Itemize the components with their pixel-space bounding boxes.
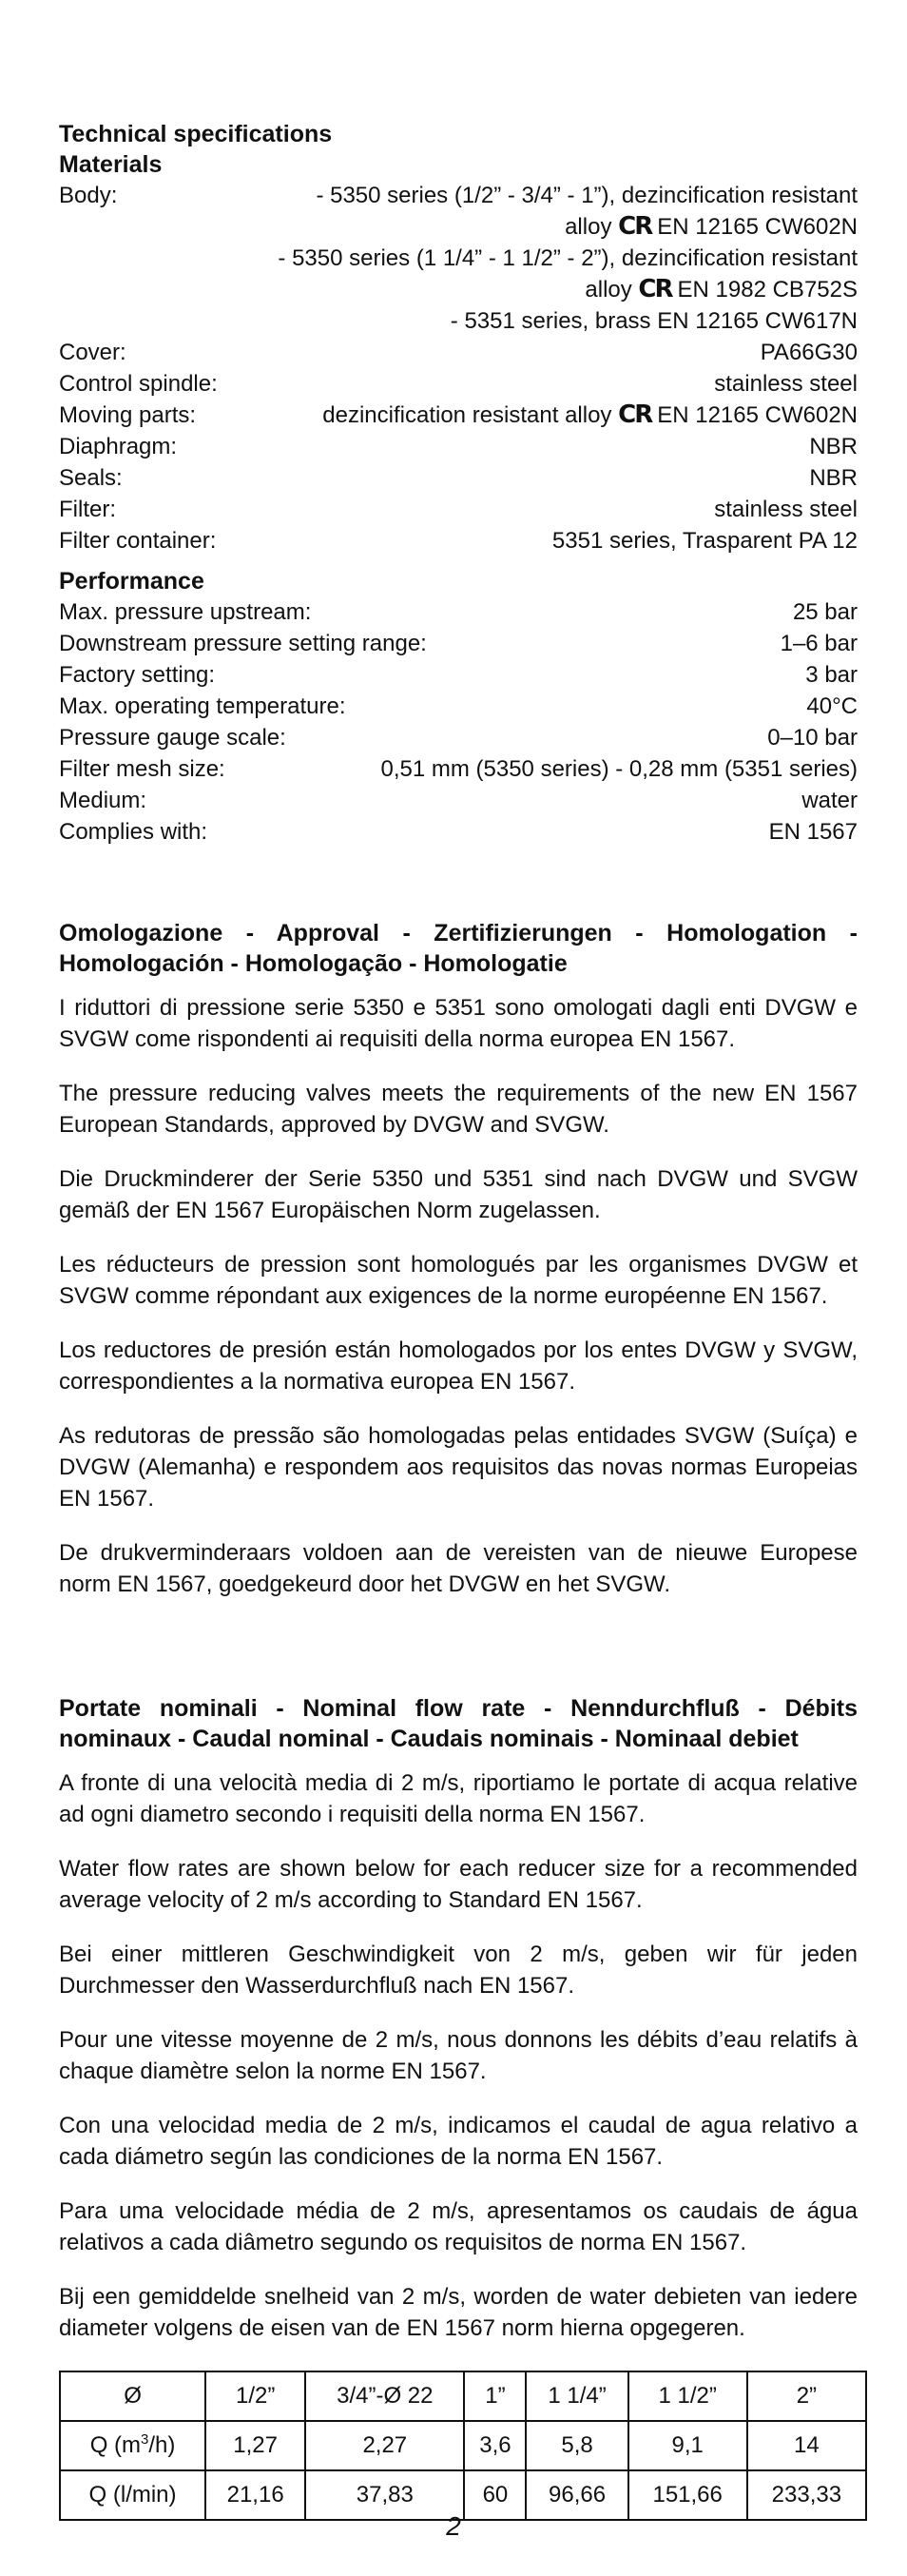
table-row <box>60 2421 866 2470</box>
flow-paragraph: A fronte di una velocità media di 2 m/s, riportiamo le portate di acqua relative ad ogni diametro secondo i requisiti della norma EN 1567. <box>59 1770 858 1827</box>
table-header-cell: 3/4”-Ø 22 <box>305 2371 464 2421</box>
cr-mark-icon: CR <box>618 400 652 429</box>
spec-row-seals <box>59 462 858 494</box>
flow-paragraph: Pour une vitesse moyenne de 2 m/s, nous donnons les débits d’eau relatifs à chaque diamètre selon la norme EN 1567. <box>59 2027 858 2084</box>
spec-value: 0–10 bar <box>767 725 858 751</box>
table-row-label: Q $(m^3/h)$ <box>60 2421 205 2470</box>
approval-paragraph: As redutoras de pressão são homologadas pelas entidades SVGW (Suíça) e DVGW (Alemanha) e respondem aos requisitos das novas normas Europeias EN 1567. <box>59 1423 858 1512</box>
table-cell: 2,27 <box>305 2421 464 2470</box>
heading-materials: Materials <box>59 151 163 178</box>
approval-paragraph: Die Druckminderer der Serie 5350 und 5351 sind nach DVGW und SVGW gemäß der EN 1567 Europäischen Norm zugelassen. <box>59 1166 858 1223</box>
spec-row-body-cont <box>59 243 858 274</box>
flow-paragraph: Con una velocidad media de 2 m/s, indicamos el caudal de agua relativo a cada diámetro según las condiciones de la norma EN 1567. <box>59 2113 858 2170</box>
perf-row <box>59 753 858 785</box>
spec-value: stainless steel <box>714 497 858 522</box>
spec-value: 1–6 bar <box>780 631 858 656</box>
flow-paragraph: Bei einer mittleren Geschwindigkeit von 2 m/s, geben wir für jeden Durchmesser den Wasserdurchfluß nach EN 1567. <box>59 1942 858 1999</box>
spec-label: Moving parts: <box>59 402 197 428</box>
spec-label: Max. pressure upstream: <box>59 599 312 625</box>
perf-row <box>59 691 858 722</box>
spec-label: Seals: <box>59 465 123 491</box>
spec-value: alloy CR EN 12165 CW602N <box>565 212 858 241</box>
table-cell: 96,66 <box>526 2470 627 2520</box>
spec-row-body-cont <box>59 274 858 305</box>
table-header-cell: 1 1/4” <box>526 2371 627 2421</box>
table-header-cell: 2” <box>747 2371 866 2421</box>
table-cell: 21,16 <box>205 2470 305 2520</box>
spec-label: Medium: <box>59 788 147 813</box>
spec-value: 3 bar <box>805 662 858 688</box>
spec-label: Max. operating temperature: <box>59 693 346 719</box>
spec-label: Cover: <box>59 340 126 365</box>
spec-row-cover <box>59 337 858 368</box>
perf-row <box>59 596 858 628</box>
table-cell: 9,1 <box>628 2421 747 2470</box>
spec-value: - 5351 series, brass EN 12165 CW617N <box>450 308 858 334</box>
spec-value: NBR <box>809 465 858 491</box>
spec-value: stainless steel <box>714 371 858 397</box>
table-cell: 233,33 <box>747 2470 866 2520</box>
spec-value: alloy CR EN 1982 CB752S <box>585 275 858 303</box>
section-title-technical-specifications: Technical specifications <box>59 121 333 147</box>
spec-label: Body: <box>59 183 118 208</box>
spec-row-filter <box>59 494 858 525</box>
approval-paragraph: De drukverminderaars voldoen aan de vereisten van de nieuwe Europese norm EN 1567, goedgekeurd door het DVGW en het SVGW. <box>59 1540 858 1597</box>
spec-value: 40°C <box>806 693 858 719</box>
table-cell: 60 <box>464 2470 526 2520</box>
spec-value: PA66G30 <box>760 340 858 365</box>
spec-value: 25 bar <box>792 599 858 625</box>
flow-paragraph: Water flow rates are shown below for each reducer size for a recommended average velocity of 2 m/s according to Standard EN 1567. <box>59 1856 858 1913</box>
spec-row-diaphragm <box>59 431 858 462</box>
table-header-cell: 1” <box>464 2371 526 2421</box>
table-header-cell: Ø <box>60 2371 205 2421</box>
spec-label: Diaphragm: <box>59 434 178 459</box>
spec-label: Factory setting: <box>59 662 216 688</box>
spec-row-filter-container <box>59 525 858 556</box>
document-page <box>59 119 858 2521</box>
perf-row <box>59 722 858 753</box>
spec-row-body <box>59 180 858 211</box>
spec-value: dezincification resistant alloy CR EN 12165 CW602N <box>322 400 858 429</box>
spec-value: 5351 series, Trasparent PA 12 <box>551 528 858 554</box>
table-cell: 37,83 <box>305 2470 464 2520</box>
perf-row <box>59 785 858 816</box>
table-cell: 14 <box>747 2421 866 2470</box>
table-header-cell: 1 1/2” <box>628 2371 747 2421</box>
approval-paragraph: The pressure reducing valves meets the requirements of the new EN 1567 European Standards, approved by DVGW and SVGW. <box>59 1081 858 1138</box>
spec-value: - 5350 series (1 1/4” - 1 1/2” - 2”), dezincification resistant <box>278 245 858 271</box>
section-title-approval: Omologazione - Approval - Zertifizierungen - Homologation - Homologación - Homologação - Homologatie <box>59 920 858 977</box>
spec-row-body-cont <box>59 211 858 243</box>
page-number: 2 <box>446 2511 461 2541</box>
cr-mark-icon: CR <box>638 275 672 303</box>
perf-row <box>59 816 858 848</box>
spec-label: Filter mesh size: <box>59 756 225 782</box>
spec-label: Pressure gauge scale: <box>59 725 286 751</box>
table-cell: 1,27 <box>205 2421 305 2470</box>
spec-label: Control spindle: <box>59 371 218 397</box>
flow-paragraph: Bij een gemiddelde snelheid van 2 m/s, worden de water debieten van iedere diameter volgens de eisen van de EN 1567 norm hierna opgegeren. <box>59 2284 858 2341</box>
flow-rate-table <box>59 2371 867 2521</box>
spec-row-control-spindle <box>59 368 858 400</box>
approval-paragraph: Les réducteurs de pression sont homologués par les organismes DVGW et SVGW comme répondant aux exigences de la norme européenne EN 1567. <box>59 1252 858 1309</box>
table-cell: 3,6 <box>464 2421 526 2470</box>
spec-label: Downstream pressure setting range: <box>59 631 427 656</box>
table-header-cell: 1/2” <box>205 2371 305 2421</box>
spec-value: water <box>801 788 858 813</box>
spec-value: NBR <box>809 434 858 459</box>
spec-label: Complies with: <box>59 819 208 845</box>
table-cell: 5,8 <box>526 2421 627 2470</box>
cr-mark-icon: CR <box>618 212 652 241</box>
section-title-flow-rate: Portate nominali - Nominal flow rate - Nenndurchfluß - Débits nominaux - Caudal nominal - Caudais nominais - Nominaal debiet <box>59 1695 858 1752</box>
spec-row-body-cont <box>59 305 858 337</box>
perf-row <box>59 659 858 691</box>
approval-paragraph: I riduttori di pressione serie 5350 e 5351 sono omologati dagli enti DVGW e SVGW come rispondenti ai requisiti della norma europea EN 1567. <box>59 995 858 1052</box>
table-row <box>60 2371 866 2421</box>
spec-row-moving-parts <box>59 400 858 431</box>
spec-label: Filter container: <box>59 528 217 554</box>
approval-paragraph: Los reductores de presión están homologados por los entes DVGW y SVGW, correspondientes a la normativa europea EN 1567. <box>59 1337 858 1395</box>
heading-performance: Performance <box>59 568 204 595</box>
spec-label: Filter: <box>59 497 116 522</box>
flow-paragraph: Para uma velocidade média de 2 m/s, apresentamos os caudais de água relativos a cada diâmetro segundo os requisitos de norma EN 1567. <box>59 2198 858 2255</box>
table-row-label: Q (l/min) <box>60 2470 205 2520</box>
spec-value: EN 1567 <box>768 819 858 845</box>
spec-value: - 5350 series (1/2” - 3/4” - 1”), dezincification resistant <box>316 183 858 208</box>
spec-value: 0,51 mm (5350 series) - 0,28 mm (5351 series) <box>380 756 858 782</box>
table-cell: 151,66 <box>628 2470 747 2520</box>
perf-row <box>59 628 858 659</box>
